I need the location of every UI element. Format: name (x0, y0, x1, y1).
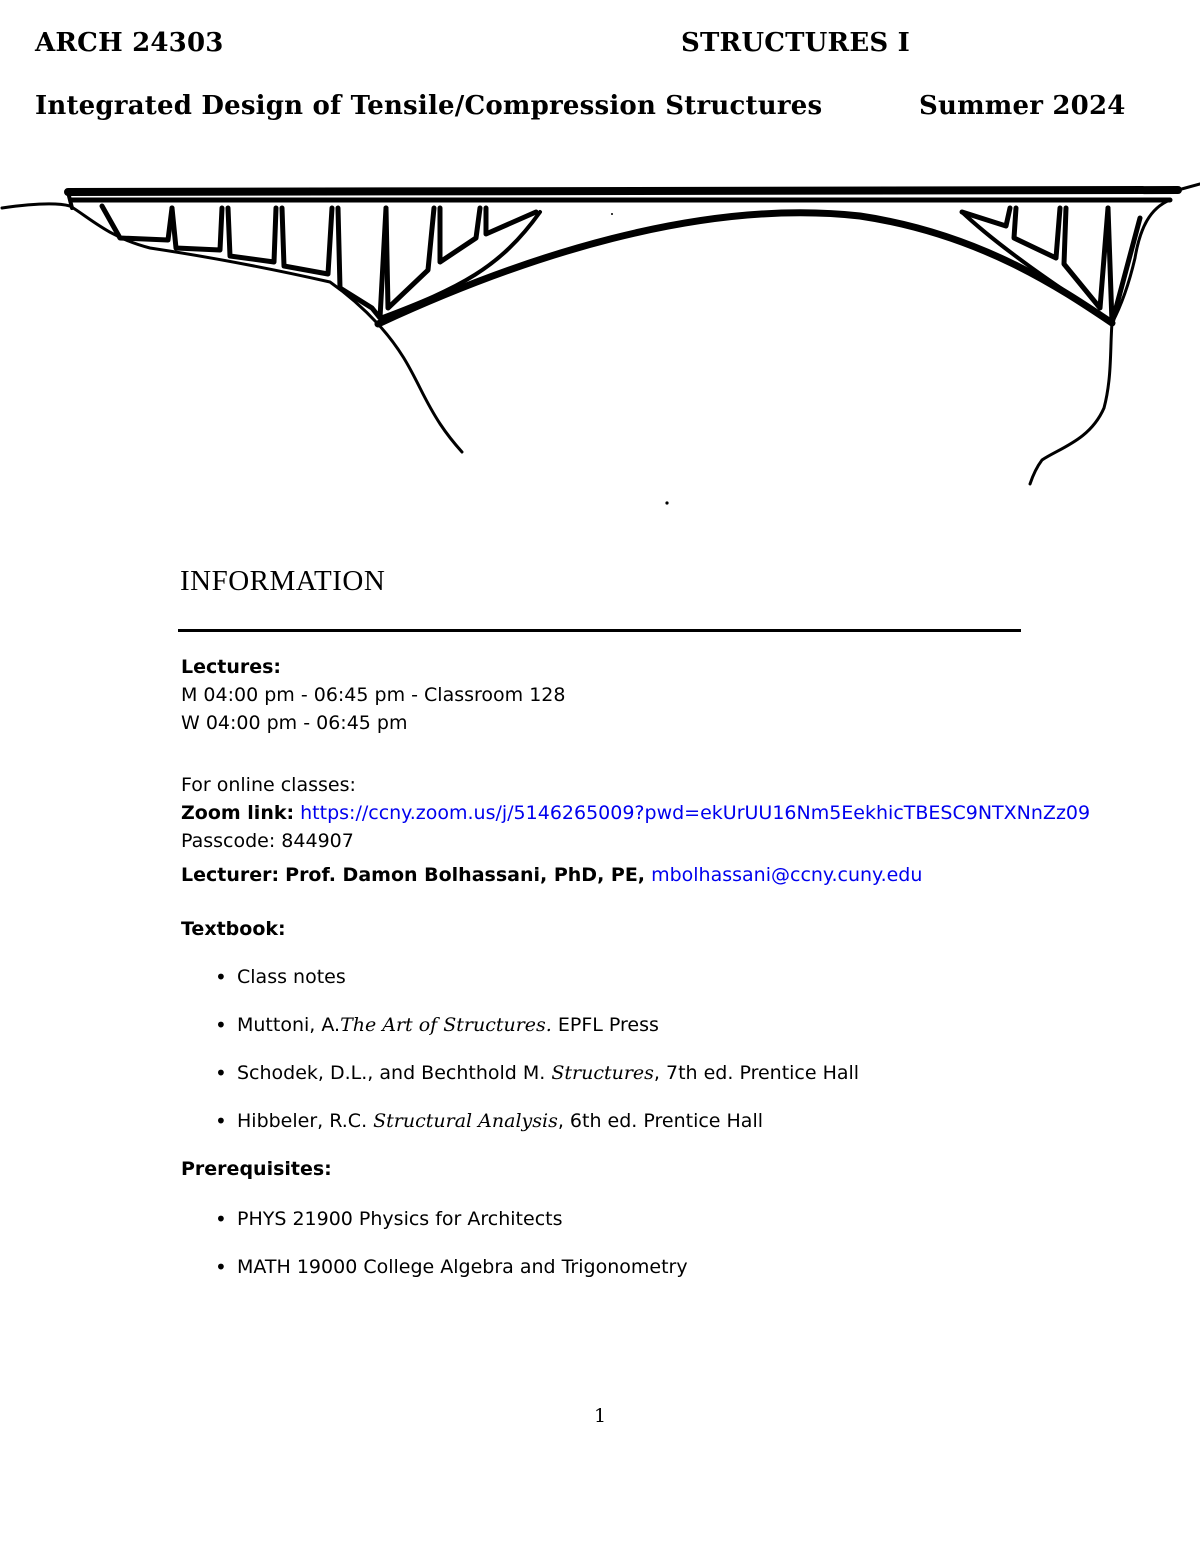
list-item: • MATH 19000 College Algebra and Trigonometry (181, 1253, 1191, 1301)
lecture-slot: M 04:00 pm - 06:45 pm - Classroom 128 (181, 684, 566, 706)
list-item: • PHYS 21900 Physics for Architects (181, 1205, 1191, 1253)
passcode: Passcode: 844907 (181, 830, 354, 852)
lecturer-name: Prof. Damon Bolhassani, PhD, PE, (285, 864, 646, 886)
list-item: • Muttoni, A.The Art of Structures. EPFL Press (181, 1011, 1191, 1059)
lectures-label: Lectures: (181, 656, 282, 678)
list-item: • Hibbeler, R.C. Structural Analysis, 6th ed. Prentice Hall (181, 1107, 1191, 1155)
lecture-slot: W 04:00 pm - 06:45 pm (181, 712, 408, 734)
zoom-row (181, 799, 1191, 827)
section-title: INFORMATION (180, 565, 386, 597)
zoom-link[interactable]: https://ccny.zoom.us/j/5146265009?pwd=ekUrUU16Nm5EekhicTBESC9NTXNnZz09 (300, 802, 1091, 824)
course-name: STRUCTURES I (681, 28, 910, 58)
prerequisites-list (181, 1205, 1191, 1301)
textbook-label: Textbook: (181, 918, 286, 940)
course-subtitle: Integrated Design of Tensile/Compression Structures (35, 91, 823, 121)
online-intro: For online classes: (181, 774, 356, 796)
zoom-label: Zoom link: (181, 802, 295, 824)
lecturer-label: Lecturer: (181, 864, 280, 886)
lecturer-row (181, 861, 1191, 889)
list-item: • Class notes (181, 963, 1191, 1011)
prerequisites-label: Prerequisites: (181, 1158, 332, 1180)
lecturer-email-link[interactable]: mbolhassani@ccny.cuny.edu (651, 864, 923, 886)
page-number: 1 (593, 1405, 607, 1427)
textbook-list (181, 963, 1191, 1155)
book-title: The Art of Structures. (340, 1014, 552, 1036)
info-content (181, 653, 1191, 1301)
book-title: Structural Analysis (373, 1110, 558, 1132)
course-code: ARCH 24303 (35, 28, 224, 58)
book-title: Structures (551, 1062, 654, 1084)
section-divider (178, 629, 1021, 632)
bridge-sketch-icon (0, 178, 1200, 510)
list-item: • Schodek, D.L., and Bechthold M. Structures, 7th ed. Prentice Hall (181, 1059, 1191, 1107)
course-term: Summer 2024 (919, 91, 1126, 121)
